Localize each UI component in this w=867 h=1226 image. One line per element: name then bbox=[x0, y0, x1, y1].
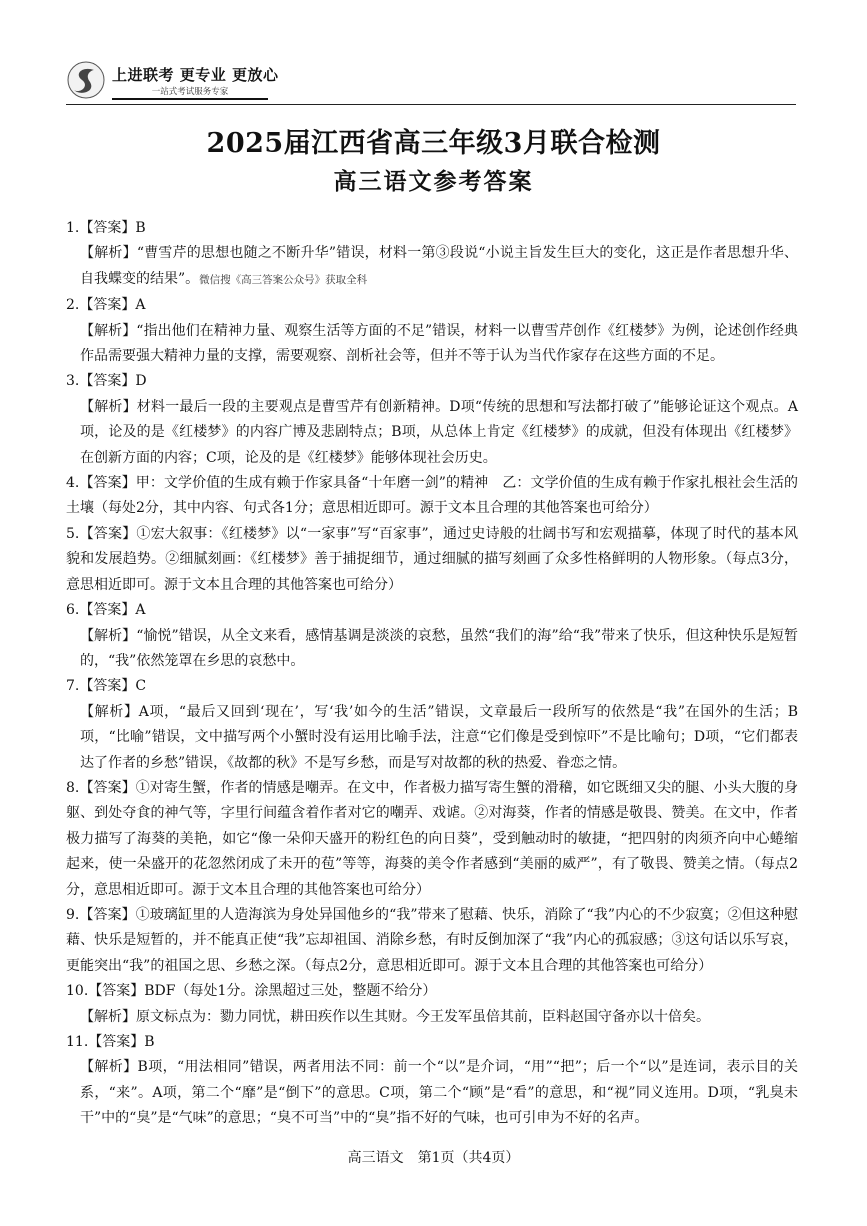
explanation: 【解析】“愉悦”错误，从全文来看，感情基调是淡淡的哀愁，虽然“我们的海”给“我”带来了快乐，但这种快乐是短暂的，“我”依然笼罩在乡思的哀愁中。 bbox=[80, 627, 798, 669]
explanation: 【解析】材料一最后一段的主要观点是曹雪芹有创新精神。D项“传统的思想和写法都打破了”能够论证这个观点。A项，论及的是《红楼梦》的内容广博及悲剧特点；B项，从总体上肯定《红楼梦》的成就，但没有体现出《红楼梦》在创新方面的内容；C项，论及的是《红楼梦》能够体现社会历史。 bbox=[80, 398, 798, 466]
header-rule bbox=[66, 104, 796, 105]
page-subtitle: 高三语文参考答案 bbox=[333, 169, 534, 195]
brand-header bbox=[66, 60, 279, 104]
explanation: 【解析】“曹雪芹的思想也随之不断升华”错误，材料一第③段说“小说主旨发生巨大的变化，这正是作者思想升华、自我蝶变的结果”。微信搜《高三答案公众号》获取全科 bbox=[80, 245, 798, 287]
answer-line: 2.【答案】A bbox=[66, 297, 146, 314]
brand-logo-icon bbox=[66, 60, 106, 100]
page-footer: 高三语文 第1页（共4页） bbox=[347, 1150, 520, 1166]
answer-item-9 bbox=[66, 903, 798, 979]
answer-line: 5.【答案】①宏大叙事：《红楼梦》以“一家事”写“百家事”，通过史诗般的壮阔书写和宏观描摹，体现了时代的基本风貌和发展趋势。②细腻刻画：《红楼梦》善于捕捉细节，通过细腻的描写刻画了众多性格鲜明的人物形象。（每点3分，意思相近即可。源于文本且合理的其他答案也可给分） bbox=[66, 525, 798, 593]
promo-note: 微信搜《高三答案公众号》获取全科 bbox=[199, 273, 368, 286]
page-title: 2025届江西省高三年级3月联合检测 bbox=[206, 128, 661, 159]
brand-slogan: 上进联考 更专业 更放心 bbox=[112, 66, 279, 84]
brand-tagline: 一站式考试服务专家 bbox=[112, 86, 268, 100]
answer-item-2 bbox=[66, 293, 798, 369]
answer-item-7 bbox=[66, 674, 798, 776]
answer-item-1 bbox=[66, 216, 798, 293]
answer-item-4 bbox=[66, 471, 798, 522]
answer-line: 11.【答案】B bbox=[66, 1034, 155, 1050]
answer-line: 4.【答案】甲：文学价值的生成有赖于作家具备“十年磨一剑”的精神 乙：文学价值的生成有赖于作家扎根社会生活的土壤（每处2分，其中内容、句式各1分；意思相近即可。源于文本且合理的其他答案也可给分） bbox=[66, 475, 798, 517]
answer-item-5 bbox=[66, 522, 798, 598]
answer-item-3 bbox=[66, 369, 798, 471]
answer-line: 6.【答案】A bbox=[66, 602, 146, 619]
answer-item-8 bbox=[66, 776, 798, 903]
explanation: 【解析】“指出他们在精神力量、观察生活等方面的不足”错误，材料一以曹雪芹创作《红楼梦》为例，论述创作经典作品需要强大精神力量的支撑，需要观察、剖析社会等，但并不等于认为当代作家存在这些方面的不足。 bbox=[80, 322, 798, 365]
explanation: 【解析】A项，“最后又回到‘现在’，写‘我’如今的生活”错误，文章最后一段所写的依然是“我”在国外的生活；B项，“比喻”错误，文中描写两个小蟹时没有运用比喻手法，注意“它们像是受到惊吓”不是比喻句；D项，“它们都表达了作者的乡愁”错误，《故都的秋》不是写乡愁，而是写对故都的秋的热爱、眷恋之情。 bbox=[80, 703, 798, 771]
explanation: 【解析】B项，“用法相同”错误，两者用法不同：前一个“以”是介词，“用”“把”；后一个“以”是连词，表示目的关系，“来”。A项，第二个“靡”是“倒下”的意思。C项，第二个“顾”是“看”的意思，和“视”同义连用。D项，“乳臭未干”中的“臭”是“气味”的意思；“臭不可当”中的“臭”指不好的气味，也可引申为不好的名声。 bbox=[80, 1059, 798, 1127]
answer-item-11 bbox=[66, 1030, 798, 1132]
answer-line: 3.【答案】D bbox=[66, 373, 147, 390]
answer-item-10 bbox=[66, 979, 798, 1030]
answer-line: 9.【答案】①玻璃缸里的人造海滨为身处异国他乡的“我”带来了慰藉、快乐，消除了“我”内心的不少寂寞；②但这种慰藉、快乐是短暂的，并不能真正使“我”忘却祖国、消除乡愁，有时反倒加深了“我”内心的孤寂感；③这句话以乐写哀，更能突出“我”的祖国之思、乡愁之深。（每点2分，意思相近即可。源于文本且合理的其他答案也可给分） bbox=[66, 906, 798, 974]
answer-line: 10.【答案】BDF（每处1分。涂黑超过三处，整题不给分） bbox=[66, 983, 437, 1000]
explanation: 【解析】原文标点为：勠力同忧，耕田疾作以生其财。今王发军虽倍其前，臣料赵国守备亦以十倍矣。 bbox=[80, 1008, 710, 1025]
answer-line: 8.【答案】①对寄生蟹，作者的情感是嘲弄。在文中，作者极力描写寄生蟹的滑稽，如它既细又尖的腿、小头大腹的身躯、到处夺食的神气等，字里行间蕴含着作者对它的嘲弄、戏谑。②对海葵，作者的情感是敬畏、赞美。在文中，作者极力描写了海葵的美艳，如它“像一朵仰天盛开的粉红色的向日葵”，受到触动时的敏捷，“把四射的肉须齐向中心蜷缩起来，使一朵盛开的花忽然闭成了未开的苞”等等，海葵的美令作者感到“美丽的威严”，有了敬畏、赞美之情。（每点2分，意思相近即可。源于文本且合理的其他答案也可给分） bbox=[66, 779, 798, 898]
answer-list bbox=[66, 216, 798, 1132]
answer-item-6 bbox=[66, 598, 798, 674]
answer-line: 7.【答案】C bbox=[66, 678, 147, 695]
answer-line: 1.【答案】B bbox=[66, 220, 146, 236]
